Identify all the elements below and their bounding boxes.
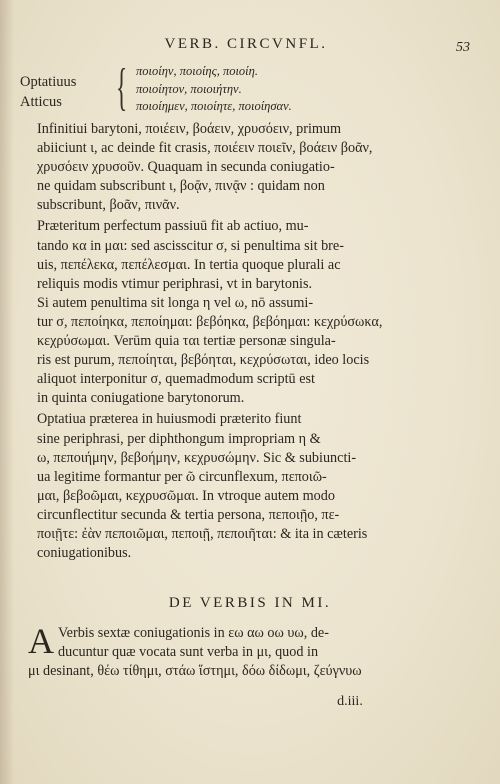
optative-label <box>20 72 76 112</box>
running-title: VERB. CIRCVNFL. <box>164 36 328 52</box>
text-line: coniugationibus. <box>37 545 132 562</box>
text-line: μαι, βεβοῶμαι, κεχρυσῶμαι. In vtroque autem modo <box>37 487 335 504</box>
section-text <box>28 621 458 681</box>
text-line: ducuntur quæ vocata sunt verba in μι, quod in <box>58 644 319 661</box>
text-line: κεχρύσωμαι. Verūm quia ται tertiæ personæ singula- <box>37 333 336 350</box>
text-line: ne quidam subscribunt ι, βοᾷν, πινᾷν : quidam non <box>37 178 325 195</box>
binding-shadow <box>0 0 14 784</box>
optative-table <box>18 59 458 120</box>
text-line: ω, πεποιήμην, βεβοήμην, κεχρυσώμην. Sic & subiuncti- <box>37 449 357 466</box>
text-line: abiiciunt ι, ac deinde fit crasis, ποιέειν ποιεῖν, βοάειν βοᾶν, <box>37 140 373 157</box>
text-line: Infinitiui barytoni, ποιέειν, βοάειν, χρυσόειν, primum <box>37 121 342 137</box>
main-text <box>36 120 456 563</box>
text-line: Præteritum perfectum passiuū fit ab actiuo, mu- <box>37 218 309 235</box>
paragraph <box>36 120 456 215</box>
text-line: uis, πεπέλεκα, πεπέλεσμαι. In tertia quoque plurali ac <box>37 256 341 273</box>
text-line: ua legitime formantur per ῶ circunflexum, πεποιῶ- <box>37 468 327 485</box>
text-line: subscribunt, βοᾶν, πινᾶν. <box>37 197 180 214</box>
text-line: circunflectitur secunda & tertia persona, πεποιῇο, πε- <box>37 506 340 523</box>
text-line: ris est purum, πεποίηται, βεβόηται, κεχρύσωται, ideo locis <box>37 352 370 369</box>
text-line: Verbis sextæ coniugationis in εω αω οω υω, de- <box>58 625 329 641</box>
signature-mark: d.iii. <box>337 694 363 709</box>
text-line: in quinta coniugatione barytonorum. <box>37 390 245 407</box>
text-line: tando κα in μαι: sed ascisscitur σ, si penultima sit bre- <box>37 237 344 254</box>
paragraph <box>36 410 456 563</box>
form-line: ποιοίην, ποιοίης, ποιοίη. <box>136 64 258 78</box>
text-line: aliquot interponitur σ, quemadmodum scriptū est <box>37 371 315 388</box>
label-line: Atticus <box>20 94 62 110</box>
text-line: reliquis modis vtimur periphrasi, vt in barytonis. <box>37 275 313 292</box>
text-line: sine periphrasi, per diphthongum impropriam η & <box>37 430 321 447</box>
text-line: χρυσόειν χρυσοῦν. Quaquam in secunda coniugatio- <box>37 159 335 176</box>
text-line: Si autem penultima sit longa η vel ω, nō assumi- <box>37 294 314 311</box>
text-line: μι desinant, θέω τίθημι, στάω ἵστημι, δόω δίδωμι, ζεύγνυω <box>28 663 362 680</box>
optative-forms <box>136 63 292 116</box>
text-line: Optatiua præterea in huiusmodi præterito fiunt <box>37 411 302 428</box>
brace-icon: { <box>116 59 128 116</box>
label-line: Optatiuus <box>20 74 77 90</box>
text-line: ποιῇτε: ἐὰν πεποιῶμαι, πεποιῇ, πεποιῆται: & ita in cæteris <box>37 525 368 542</box>
form-line: ποιοίητον, ποιοιήτην. <box>136 81 242 96</box>
page-number: 53 <box>456 40 470 55</box>
paragraph <box>36 217 456 408</box>
text-line: tur σ, πεποίηκα, πεποίημαι: βεβόηκα, βεβόημαι: κεχρύσωκα, <box>37 313 383 330</box>
section-heading: DE VERBIS IN MI. <box>168 595 332 611</box>
drop-capital: A <box>28 621 54 661</box>
form-line: ποιοίημεν, ποιοίητε, ποιοίησαν. <box>136 99 292 113</box>
